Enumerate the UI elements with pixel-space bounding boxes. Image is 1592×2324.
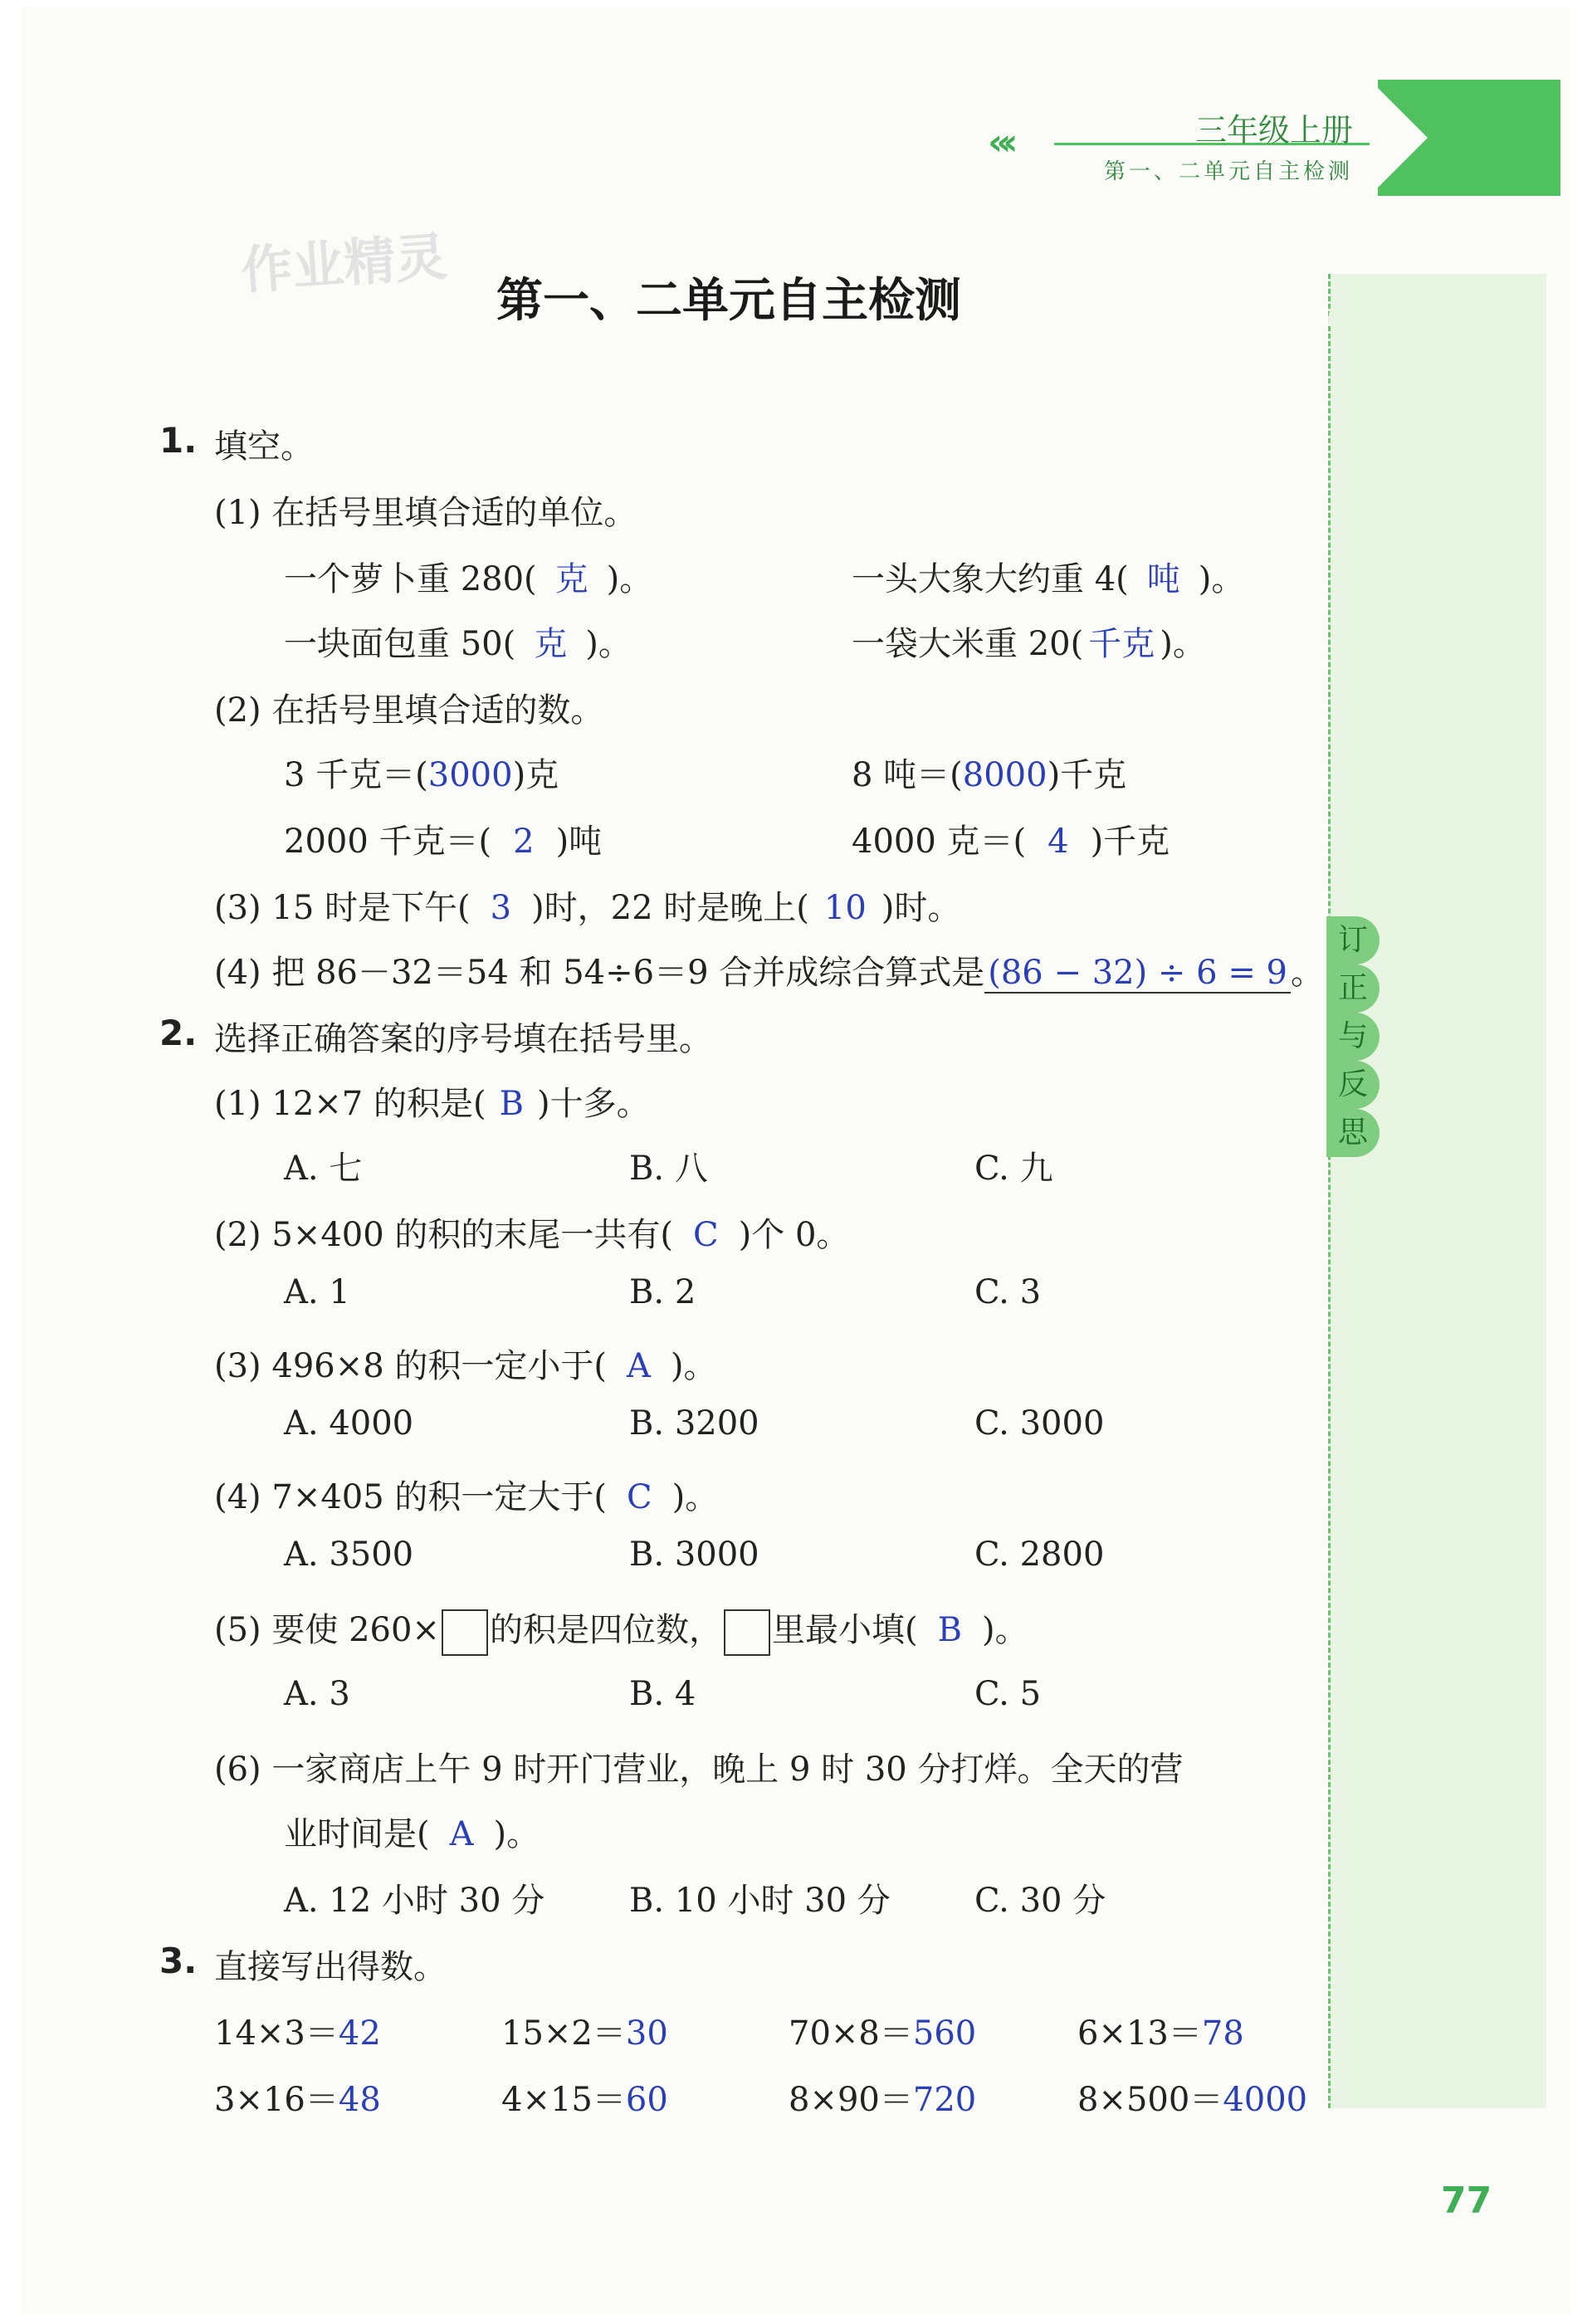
answer: 3000 [427,756,513,794]
choice-question-line: (6) 一家商店上午 9 时开门营业，晚上 9 时 30 分打烊。全天的营 [214,1750,1184,1789]
question-number: 1. [159,420,198,461]
header-ribbon-notch [1370,80,1428,196]
fill-item: 3 千克＝(3000)克 [284,756,559,794]
question-number: 3. [159,1941,198,1981]
option: A. 12 小时 30 分 [284,1882,545,1920]
blank-box [724,1609,770,1656]
option: C. 2800 [974,1536,1105,1574]
answer: A [449,1815,474,1853]
choice-question: 业时间是( A )。 [284,1815,540,1853]
calc-item: 15×2＝30 [501,2014,668,2053]
option: B. 八 [629,1150,708,1188]
option: C. 3 [974,1273,1042,1311]
answer: 2 [513,823,535,861]
answer: (86 − 32) ÷ 6 = 9 [984,954,1291,994]
calc-item: 14×3＝42 [214,2014,381,2053]
option: C. 5 [974,1675,1042,1713]
fill-item: (3) 15 时是下午( 3 )时，22 时是晚上( 10 )时。 [214,889,961,927]
choice-question: (4) 7×405 的积一定大于( C )。 [214,1478,719,1516]
answer: B [499,1085,524,1123]
answer: 克 [534,625,568,663]
answer: A [627,1347,651,1385]
side-tab-char: 订 [1326,916,1380,964]
fill-item: (4) 把 86－32＝54 和 54÷6＝9 合并成综合算式是 (86 − 32) ÷ 6 = 9 。 [214,954,1324,992]
answer: C [693,1216,719,1254]
option: B. 2 [629,1273,696,1311]
answer: 8000 [962,756,1047,794]
correction-side-panel [1328,274,1546,2108]
question-number: 2. [159,1013,198,1053]
side-tab-char: 反 [1326,1061,1380,1109]
side-tab-char: 与 [1326,1013,1380,1061]
unit-label: 第一、二单元自主检测 [1104,159,1354,184]
calc-item: 8×500＝4000 [1077,2081,1308,2119]
answer: 78 [1201,2014,1244,2053]
question-heading: 选择正确答案的序号填在括号里。 [214,1020,712,1058]
option: B. 10 小时 30 分 [629,1882,891,1920]
option: B. 4 [629,1675,696,1713]
answer: 60 [625,2081,668,2119]
answer: 10 [823,889,867,927]
fill-item: 8 吨＝(8000)千克 [852,756,1127,794]
question-heading: 直接写出得数。 [214,1948,447,1986]
answer: 4 [1047,823,1069,861]
option: A. 3500 [284,1536,414,1574]
fill-item: 一块面包重 50( 克 )。 [284,625,632,663]
calc-item: 6×13＝78 [1077,2014,1244,2053]
correction-side-panel-top [1328,274,1544,324]
option: A. 4000 [284,1404,414,1443]
blank-box [442,1609,488,1656]
fill-item: 一袋大米重 20( 千克 )。 [852,625,1206,663]
subquestion-label: (2) 在括号里填合适的数。 [214,691,604,730]
calc-item: 70×8＝560 [789,2014,977,2053]
page-title: 第一、二单元自主检测 [496,274,961,328]
option: A. 3 [284,1675,350,1713]
option: C. 3000 [974,1404,1105,1443]
option: B. 3200 [629,1404,759,1443]
option: C. 九 [974,1150,1053,1188]
choice-question: (1) 12×7 的积是( B )十多。 [214,1085,650,1123]
calc-item: 4×15＝60 [501,2081,668,2119]
side-tab-char: 正 [1326,964,1380,1013]
answer: 42 [338,2014,381,2053]
choice-question: (3) 496×8 的积一定小于( A )。 [214,1347,717,1385]
option: C. 30 分 [974,1882,1106,1920]
page-number: 77 [1441,2180,1492,2222]
option: B. 3000 [629,1536,759,1574]
chevron-left-icon: «‹ [988,121,1010,164]
answer: 30 [625,2014,668,2053]
fill-item: 2000 千克＝( 2 )吨 [284,823,603,861]
fill-item: 一个萝卜重 280( 克 )。 [284,560,653,598]
answer: 3 [490,889,512,927]
choice-question: (2) 5×400 的积的末尾一共有( C )个 0。 [214,1216,850,1254]
answer: 560 [912,2014,977,2053]
subquestion-label: (1) 在括号里填合适的单位。 [214,494,637,532]
answer: 48 [338,2081,381,2119]
side-tab-char: 思 [1326,1109,1380,1157]
answer: 千克 [1088,625,1155,663]
answer: 4000 [1223,2081,1308,2119]
option: A. 七 [284,1150,363,1188]
answer: 720 [912,2081,977,2119]
choice-question: (5) 要使 260× 的积是四位数， 里最小填( B )。 [214,1604,1028,1656]
fill-item: 一头大象大约重 4( 吨 )。 [852,560,1245,598]
option: A. 1 [284,1273,350,1311]
answer: B [937,1611,962,1649]
calc-item: 8×90＝720 [789,2081,977,2119]
answer: C [627,1478,652,1516]
watermark: 作业精灵 [239,226,449,301]
answer: 吨 [1146,560,1180,598]
question-heading: 填空。 [214,427,314,466]
grade-label: 三年级上册 [1195,112,1354,149]
calc-item: 3×16＝48 [214,2081,381,2119]
fill-item: 4000 克＝( 4 )千克 [852,823,1170,861]
answer: 克 [554,560,588,598]
